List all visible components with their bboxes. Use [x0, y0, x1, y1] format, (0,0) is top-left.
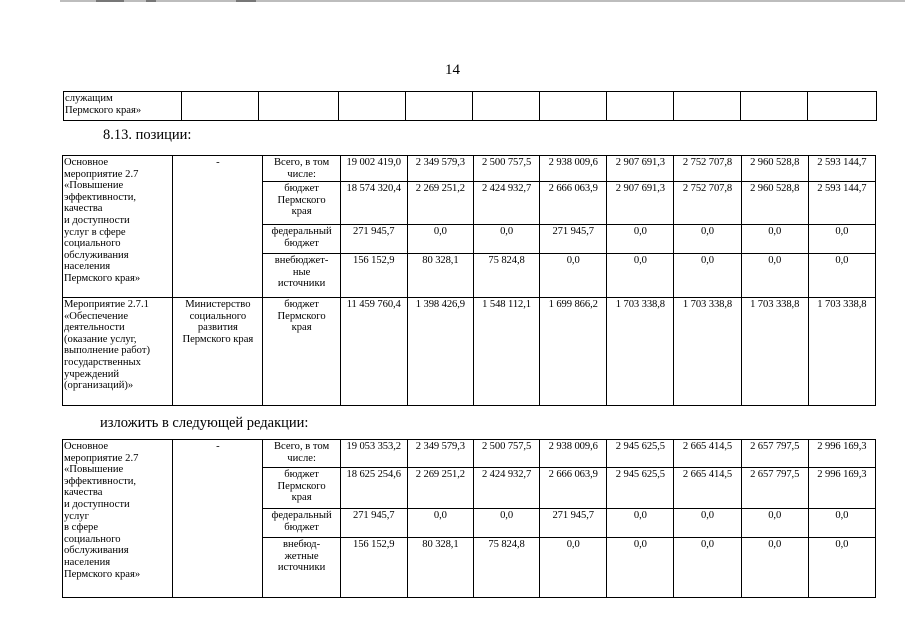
- value-cell: 0,0: [674, 225, 741, 254]
- value-cell: 2 349 579,3: [407, 156, 473, 182]
- value-cell: 2 938 009,6: [540, 156, 607, 182]
- scan-top-edge: [0, 0, 905, 2]
- value-cell: 18 625 254,6: [340, 468, 407, 509]
- new-edition-table: [62, 439, 876, 598]
- value-cell: 156 152,9: [340, 538, 407, 598]
- value-cell: 1 548 112,1: [473, 298, 539, 406]
- value-cell: 1 703 338,8: [674, 298, 741, 406]
- value-cell: 271 945,7: [340, 225, 407, 254]
- value-cell: 2 349 579,3: [407, 440, 473, 468]
- value-cell: 2 938 009,6: [540, 440, 607, 468]
- value-cell: 0,0: [407, 509, 473, 538]
- value-cell: 2 752 707,8: [674, 156, 741, 182]
- value-cell: 2 907 691,3: [607, 156, 674, 182]
- scan-mark: [236, 0, 256, 2]
- funding-source: Всего, в том числе:: [273, 157, 330, 180]
- main-event-name-cell: [63, 156, 173, 298]
- value-cell: 0,0: [674, 254, 741, 298]
- value-cell: 2 500 757,5: [473, 440, 539, 468]
- table-row: [63, 156, 876, 182]
- value-cell: 11 459 760,4: [340, 298, 407, 406]
- value-cell: 80 328,1: [407, 254, 473, 298]
- value-cell: 0,0: [473, 225, 539, 254]
- value-cell: 2 269 251,2: [407, 182, 473, 225]
- value-cell: 19 053 353,2: [340, 440, 407, 468]
- value-cell: 75 824,8: [473, 538, 539, 598]
- value-cell: 2 945 625,5: [607, 440, 674, 468]
- sub-event-name: Мероприятие 2.7.1 «Обеспечение деятельности (оказание услуг, выполнение работ) государственных учреждений (организаций)»: [64, 299, 150, 392]
- page-number: 14: [445, 62, 460, 78]
- fragment-name-cell: [64, 92, 182, 121]
- value-cell: 0,0: [607, 225, 674, 254]
- value-cell: 2 752 707,8: [674, 182, 741, 225]
- table-row: [63, 440, 876, 468]
- scan-mark: [146, 0, 156, 2]
- value-cell: 2 424 932,7: [473, 182, 539, 225]
- value-cell: 271 945,7: [340, 509, 407, 538]
- scan-mark: [96, 0, 124, 2]
- value-cell: 1 699 866,2: [540, 298, 607, 406]
- value-cell: 19 002 419,0: [340, 156, 407, 182]
- value-cell: 2 593 144,7: [808, 182, 875, 225]
- value-cell: 2 960 528,8: [741, 182, 808, 225]
- value-cell: 0,0: [808, 254, 875, 298]
- value-cell: 2 996 169,3: [808, 468, 875, 509]
- value-cell: 2 593 144,7: [808, 156, 875, 182]
- value-cell: 0,0: [741, 538, 808, 598]
- value-cell: 0,0: [607, 509, 674, 538]
- value-cell: 0,0: [741, 254, 808, 298]
- value-cell: 2 665 414,5: [674, 468, 741, 509]
- value-cell: 0,0: [808, 509, 875, 538]
- value-cell: 1 703 338,8: [607, 298, 674, 406]
- value-cell: 271 945,7: [540, 225, 607, 254]
- funding-source: федеральный бюджет: [271, 510, 332, 533]
- value-cell: 2 666 063,9: [540, 182, 607, 225]
- value-cell: 0,0: [674, 509, 741, 538]
- funding-source: внебюджет- ные источники: [274, 255, 329, 290]
- main-event-name: Основное мероприятие 2.7 «Повышение эффективности, качества и доступности услуг в сфере социального обслуживания населения Пермского края»: [64, 441, 141, 580]
- value-cell: 2 657 797,5: [741, 468, 808, 509]
- value-cell: 1 703 338,8: [808, 298, 875, 406]
- value-cell: 2 500 757,5: [473, 156, 539, 182]
- value-cell: 2 945 625,5: [607, 468, 674, 509]
- value-cell: 271 945,7: [540, 509, 607, 538]
- funding-source: бюджет Пермского края: [277, 183, 326, 218]
- value-cell: 0,0: [540, 254, 607, 298]
- new-edition-heading: изложить в следующей редакции:: [100, 415, 309, 431]
- value-cell: 2 424 932,7: [473, 468, 539, 509]
- funding-source: бюджет Пермского края: [277, 299, 326, 334]
- sub-event-name-cell: [63, 298, 173, 406]
- value-cell: 1 703 338,8: [741, 298, 808, 406]
- value-cell: 0,0: [607, 538, 674, 598]
- previous-table-fragment: [63, 91, 877, 121]
- value-cell: 2 269 251,2: [407, 468, 473, 509]
- main-event-name: Основное мероприятие 2.7 «Повышение эффективности, качества и доступности услуг в сфере социального обслуживания населения Пермского края»: [64, 157, 141, 284]
- value-cell: 0,0: [741, 509, 808, 538]
- main-event-name-cell: [63, 440, 173, 598]
- value-cell: 2 960 528,8: [741, 156, 808, 182]
- value-cell: 0,0: [808, 225, 875, 254]
- value-cell: 0,0: [407, 225, 473, 254]
- value-cell: 156 152,9: [340, 254, 407, 298]
- funding-source: федеральный бюджет: [271, 226, 332, 249]
- value-cell: 0,0: [540, 538, 607, 598]
- funding-source: бюджет Пермского края: [277, 469, 326, 504]
- value-cell: 80 328,1: [407, 538, 473, 598]
- value-cell: 2 666 063,9: [540, 468, 607, 509]
- old-positions-table: [62, 155, 876, 406]
- value-cell: 2 657 797,5: [741, 440, 808, 468]
- positions-heading: 8.13. позиции:: [103, 127, 192, 143]
- value-cell: 0,0: [674, 538, 741, 598]
- funding-source: Всего, в том числе:: [273, 441, 330, 464]
- value-cell: 2 665 414,5: [674, 440, 741, 468]
- value-cell: 0,0: [808, 538, 875, 598]
- value-cell: 2 996 169,3: [808, 440, 875, 468]
- table-row: [63, 298, 876, 406]
- value-cell: 0,0: [741, 225, 808, 254]
- value-cell: 1 398 426,9: [407, 298, 473, 406]
- value-cell: 75 824,8: [473, 254, 539, 298]
- funding-source: внебюд- жетные источники: [277, 539, 326, 574]
- fragment-name: служащим Пермского края»: [65, 93, 142, 116]
- main-event-executor: -: [173, 440, 263, 598]
- value-cell: 18 574 320,4: [340, 182, 407, 225]
- value-cell: 2 907 691,3: [607, 182, 674, 225]
- main-event-executor: -: [173, 156, 263, 298]
- value-cell: 0,0: [473, 509, 539, 538]
- value-cell: 0,0: [607, 254, 674, 298]
- sub-event-executor: Министерство социального развития Пермского края: [182, 299, 254, 345]
